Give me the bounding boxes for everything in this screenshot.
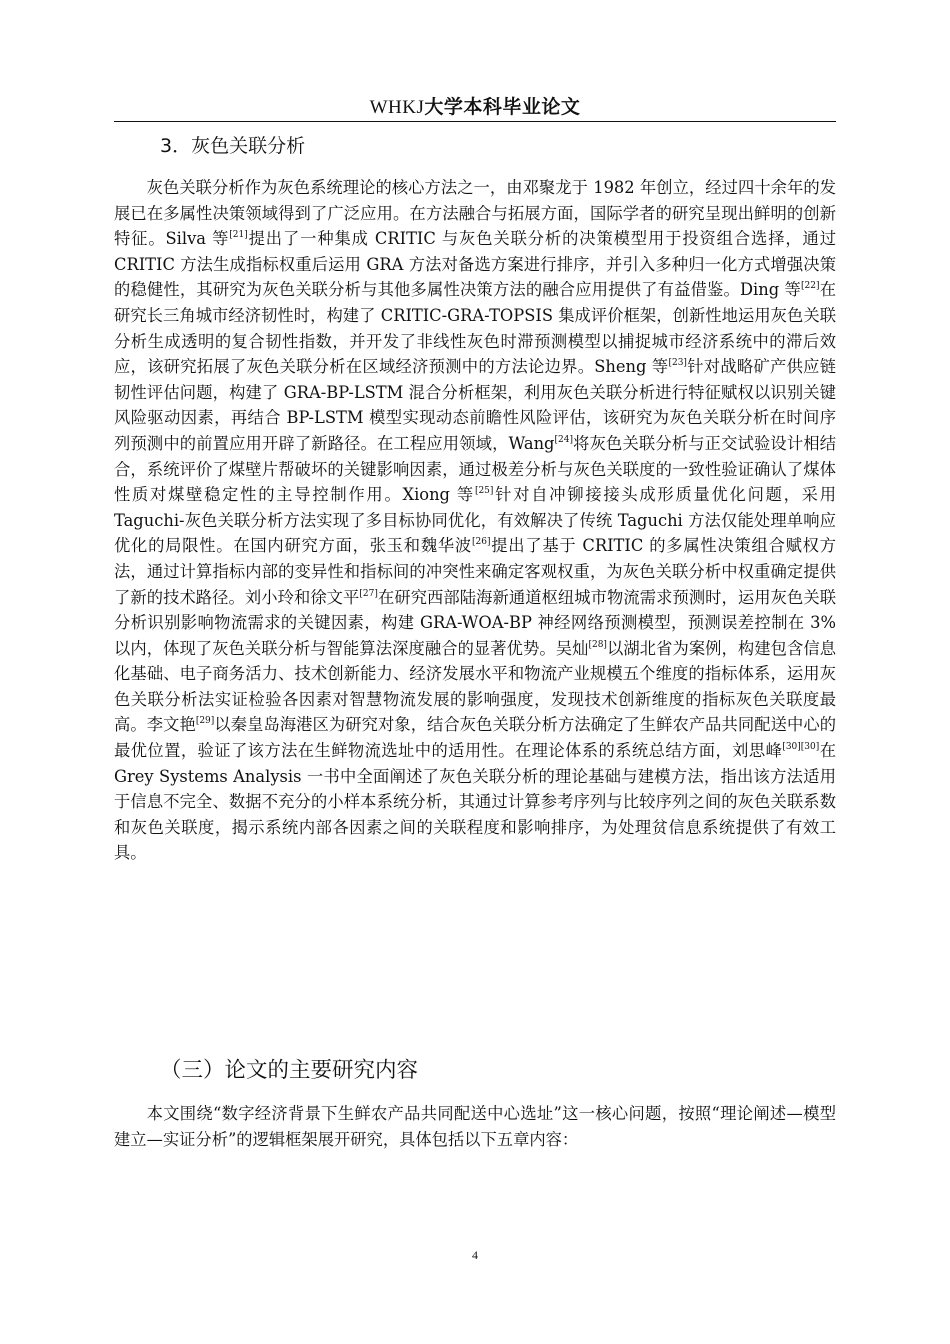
text-segment: 在 Grey Systems Analysis 一书中全面阐述了灰色关联分析的理论基础与建模方法，指出该方法适用于信息不完全、数据不充分的小样本系统分析，其通过计算参考序列与比较序列之间的灰色关联系数和灰色关联度，揭示系统内部各因素之间的关联程度和影响排序，为处理贫信息系统提供了有效工具。 [114, 741, 836, 863]
text-segment: 提出了一种集成 CRITIC 与灰色关联分析的决策模型用于投资组合选择，通过 CRITIC 方法生成指标权重后运用 GRA 方法对备选方案进行排序，并引入多种归一化方式增强决策的稳健性，其研究为灰色关联分析与其他多属性决策方法的融合应用提供了有益借鉴。Ding 等 [114, 229, 837, 300]
citation-ref: [22] [801, 281, 820, 292]
header-school-code: WHKJ [369, 97, 425, 118]
citation-ref: [23] [668, 358, 687, 369]
text-segment: 以秦皇岛海港区为研究对象，结合灰色关联分析方法确定了生鲜农产品共同配送中心的最优位置，验证了该方法在生鲜物流选址中的适用性。在理论体系的系统总结方面，刘思峰 [114, 715, 836, 761]
paragraph-research-content: 本文围绕“数字经济背景下生鲜农产品共同配送中心选址”这一核心问题，按照“理论阐述—模型建立—实证分析”的逻辑框架展开研究，具体包括以下五章内容： [114, 1104, 836, 1149]
text-segment: 将灰色关联分析与正交试验设计相结合，系统评价了煤壁片帮破坏的关键影响因素，通过极差分析与灰色关联度的一致性验证确认了煤体性质对煤壁稳定性的主导控制作用。Xiong 等 [114, 433, 836, 505]
page-number: 4 [472, 1248, 478, 1262]
citation-ref: [28] [588, 639, 607, 650]
text-segment: 以湖北省为案例，构建包含信息化基础、电子商务活力、技术创新能力、经济发展水平和物流产业规模五个维度的指标体系，运用灰色关联分析法实证检验各因素对智慧物流发展的影响强度，发现技术创新维度的指标灰色关联度最高。李文艳 [114, 638, 836, 735]
text-segment: 在研究西部陆海新通道枢纽城市物流需求预测时，运用灰色关联分析识别影响物流需求的关键因素，构建 GRA-WOA-BP 神经网络预测模型，预测误差控制在 3%以内，体现了灰色关联分析与智能算法深度融合的显著优势。吴灿 [114, 587, 836, 658]
paragraph-grey-relational-analysis [114, 175, 836, 866]
header-rule [114, 121, 836, 122]
text-segment: 针对战略矿产供应链韧性评估问题，构建了 GRA-BP-LSTM 混合分析框架，利用灰色关联分析进行特征赋权以识别关键风险驱动因素，再结合 BP-LSTM 模型实现动态前瞻性风险评估，该研究为灰色关联分析在时间序列预测中的前置应用开辟了新路径。在工程应用领域，Wang [114, 357, 836, 453]
text-segment: 在研究长三角城市经济韧性时，构建了 CRITIC-GRA-TOPSIS 集成评价框架，创新性地运用灰色关联分析生成透明的复合韧性指数，并开发了非线性灰色时滞预测模型以捕捉城市经济系统中的滞后效应，该研究拓展了灰色关联分析在区域经济预测中的方法论边界。Sheng 等 [114, 280, 836, 377]
text-segment: 提出了基于 CRITIC 的多属性决策组合赋权方法，通过计算指标内部的变异性和指标间的冲突性来确定客观权重，为灰色关联分析中权重确定提供了新的技术路径。刘小玲和徐文平 [114, 536, 836, 607]
citation-ref: [25] [474, 486, 494, 497]
citation-ref: [30] [800, 742, 820, 753]
page-header [114, 94, 836, 121]
citation-ref: [29] [195, 716, 215, 727]
citation-ref: [21] [229, 230, 248, 241]
header-title: 大学本科毕业论文 [424, 96, 581, 118]
citation-ref: [27] [359, 588, 378, 599]
citation-ref: [30] [782, 742, 801, 753]
text-segment: 灰色关联分析作为灰色系统理论的核心方法之一，由邓聚龙于 1982 年创立，经过四十余年的发展已在多属性决策领域得到了广泛应用。在方法融合与拓展方面，国际学者的研究呈现出鲜明的创新特征。Silva 等 [114, 178, 836, 249]
subsection-heading: 3．灰色关联分析 [160, 135, 306, 157]
citation-ref: [26] [471, 537, 491, 548]
citation-ref: [24] [554, 434, 573, 445]
section-heading: （三）论文的主要研究内容 [160, 1058, 419, 1083]
text-segment: 针对自冲铆接接头成形质量优化问题，采用 Taguchi-灰色关联分析方法实现了多目标协同优化，有效解决了传统 Taguchi 方法仅能处理单响应优化的局限性。在国内研究方面，张玉和魏华波 [114, 485, 836, 556]
